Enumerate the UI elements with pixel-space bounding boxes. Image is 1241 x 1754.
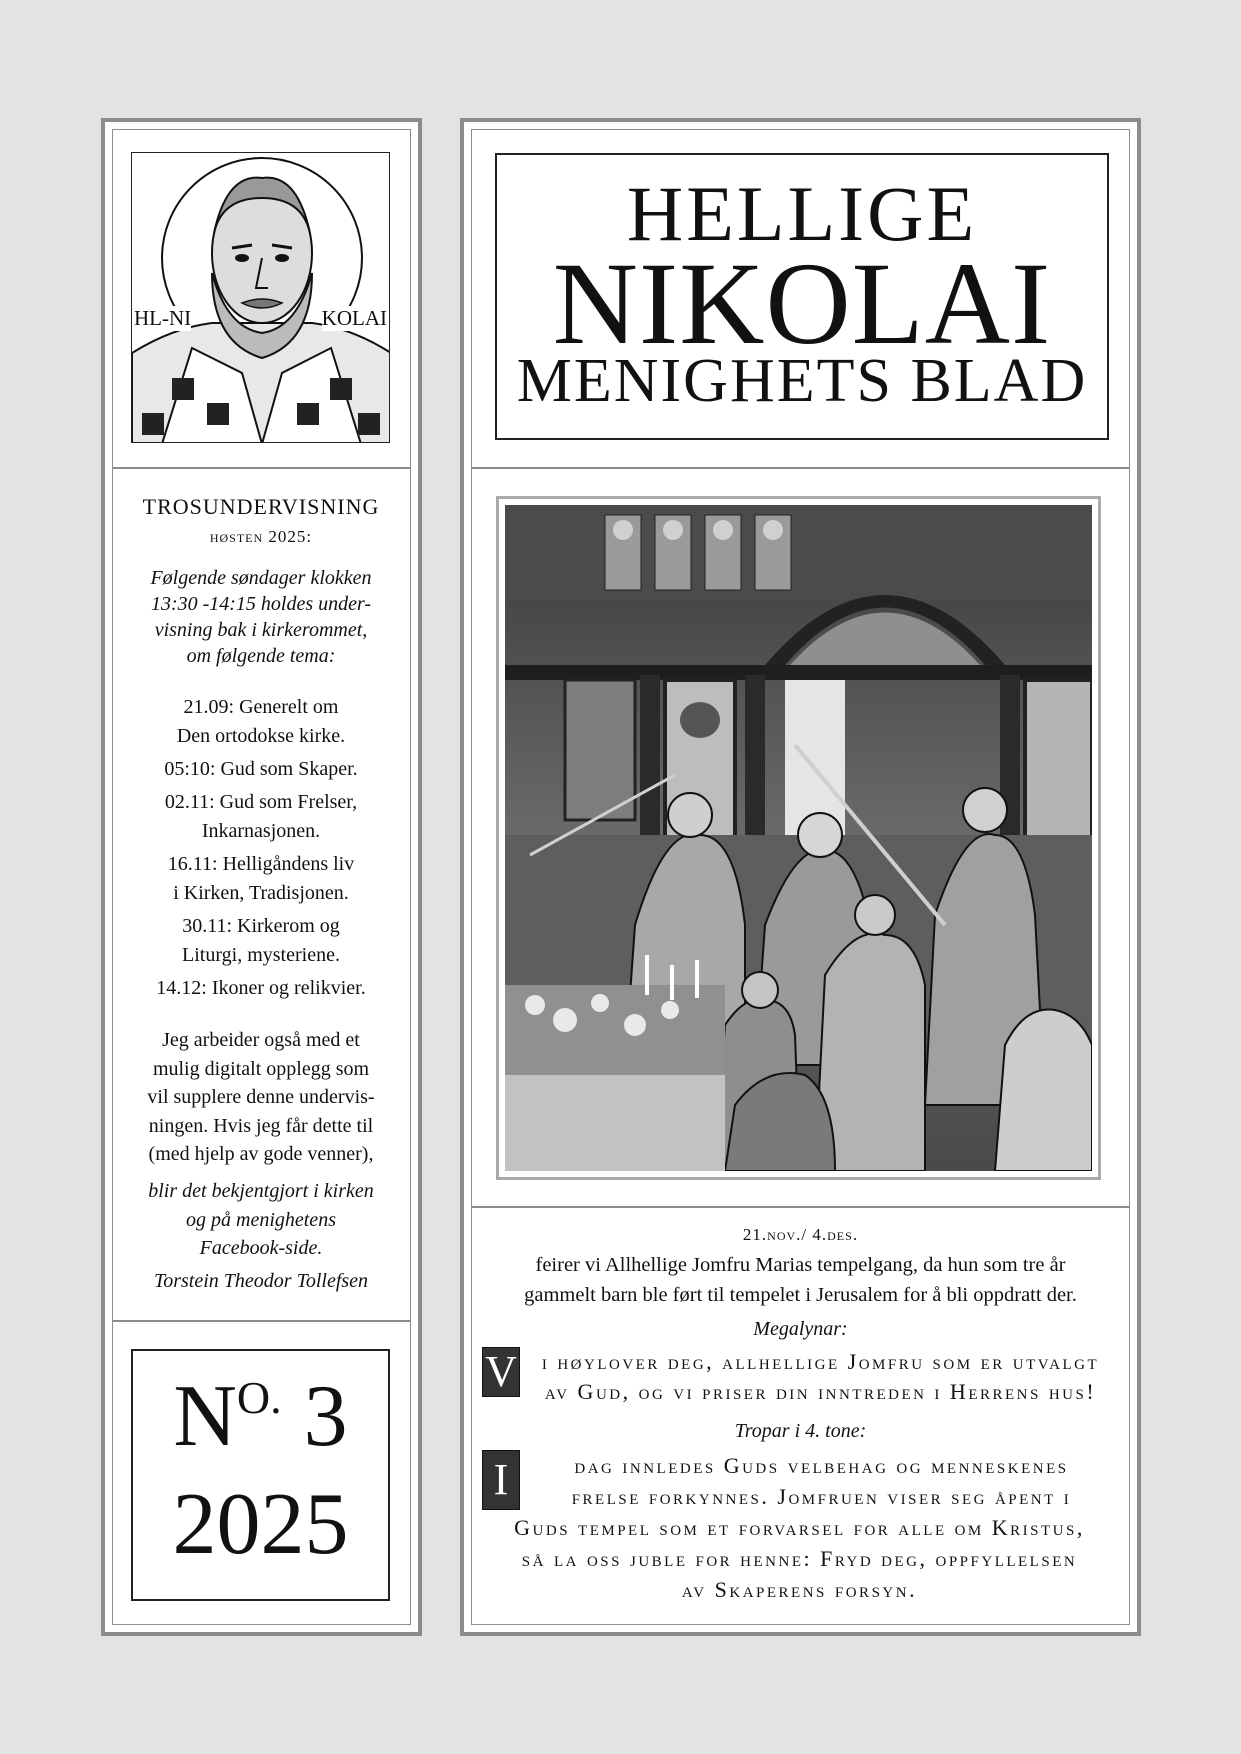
feast-description xyxy=(471,1250,1130,1310)
tropar-line: av Skaperens forsyn. xyxy=(681,1577,918,1602)
note-line: blir det bekjentgjort i kirken xyxy=(148,1180,374,1202)
church-interior-image xyxy=(505,505,1092,1171)
issue-number: $N^{O.}$ 3 xyxy=(173,1368,348,1465)
tropar-line: dag innledes Guds velbehag og menneskenes xyxy=(574,1453,1069,1478)
intro-text xyxy=(112,565,410,669)
author-signature: Torstein Theodor Tollefsen xyxy=(153,1270,369,1292)
masthead-line3: MENIGHETS BLAD xyxy=(516,347,1088,415)
st-nicholas-icon-image xyxy=(131,152,390,443)
note-line: vil supplere denne undervis- xyxy=(147,1086,375,1108)
schedule-item: 14.12: Ikoner og relikvier. xyxy=(156,977,366,999)
feast-date: 21.nov./ 4.des. xyxy=(742,1225,859,1244)
megalynar-line: i høylover deg, allhellige Jomfru som er utvalgt xyxy=(541,1349,1100,1374)
schedule-item: 21.09: Generelt om Den ortodokse kirke. xyxy=(176,696,346,747)
tropar-drop-cap: I xyxy=(482,1450,520,1510)
note-line: ningen. Hvis jeg får dette til xyxy=(148,1114,374,1137)
saint-portrait-icon xyxy=(132,153,390,443)
tropar-line: Guds tempel som et forvarsel for alle om Kristus, xyxy=(514,1515,1085,1540)
schedule-item: 02.11: Gud som Frelser, Inkarnasjonen. xyxy=(164,791,358,842)
icon-inscription-left: HL-NI xyxy=(134,306,192,330)
masthead xyxy=(495,153,1109,440)
divider xyxy=(471,1206,1130,1208)
icon-inscription-right: KOLAI xyxy=(321,306,387,330)
note-line: mulig digitalt opplegg som xyxy=(152,1057,370,1080)
masthead-line1: HELLIGE xyxy=(626,170,978,257)
divider xyxy=(112,467,410,469)
section-subtitle: høsten 2025: xyxy=(209,527,313,546)
tropar-line: frelse forkynnes. Jomfruen viser seg åpent i xyxy=(571,1484,1072,1509)
masthead-line2: NIKOLAI xyxy=(552,238,1052,369)
section-title: TROSUNDERVISNING xyxy=(142,494,380,519)
schedule-item: 05:10: Gud som Skaper. xyxy=(164,758,358,780)
intro-line: visning bak i kirkerommet, xyxy=(154,619,368,641)
intro-line: om følgende tema: xyxy=(186,645,336,667)
note-italic-text xyxy=(112,1177,410,1263)
liturgy-photo xyxy=(496,496,1101,1180)
note-line: Jeg arbeider også med et xyxy=(162,1029,360,1051)
note-line: og på menighetens xyxy=(186,1208,336,1231)
feast-line: gammelt barn ble ført til tempelet i Jerusalem for å bli oppdratt der. xyxy=(524,1284,1077,1306)
note-line: (med hjelp av gode venner), xyxy=(148,1143,374,1165)
intro-line: 13:30 -14:15 holdes under- xyxy=(150,593,372,615)
schedule-item: 16.11: Helligåndens liv i Kirken, Tradisjonen. xyxy=(167,853,355,904)
divider xyxy=(112,1320,410,1322)
divider xyxy=(471,467,1130,469)
megalynar-line: av Gud, og vi priser din inntreden i Herrens hus! xyxy=(544,1379,1097,1404)
schedule-item: 30.11: Kirkerom og Liturgi, mysteriene. xyxy=(182,915,340,966)
tropar-line: så la oss juble for henne: Fryd deg, oppfyllelsen xyxy=(521,1546,1078,1571)
issue-year: 2025 xyxy=(172,1476,349,1573)
intro-line: Følgende søndager klokken xyxy=(150,567,372,589)
schedule-list xyxy=(112,693,410,1003)
issue-number-box xyxy=(131,1349,390,1601)
note-line: Facebook-side. xyxy=(199,1237,323,1259)
feast-line: feirer vi Allhellige Jomfru Marias tempelgang, da hun som tre år xyxy=(535,1254,1066,1276)
megalynar-drop-cap: V xyxy=(482,1347,520,1397)
note-text xyxy=(112,1026,410,1169)
tropar-label: Tropar i 4. tone: xyxy=(734,1420,867,1442)
megalynar-label: Megalynar: xyxy=(753,1318,848,1340)
